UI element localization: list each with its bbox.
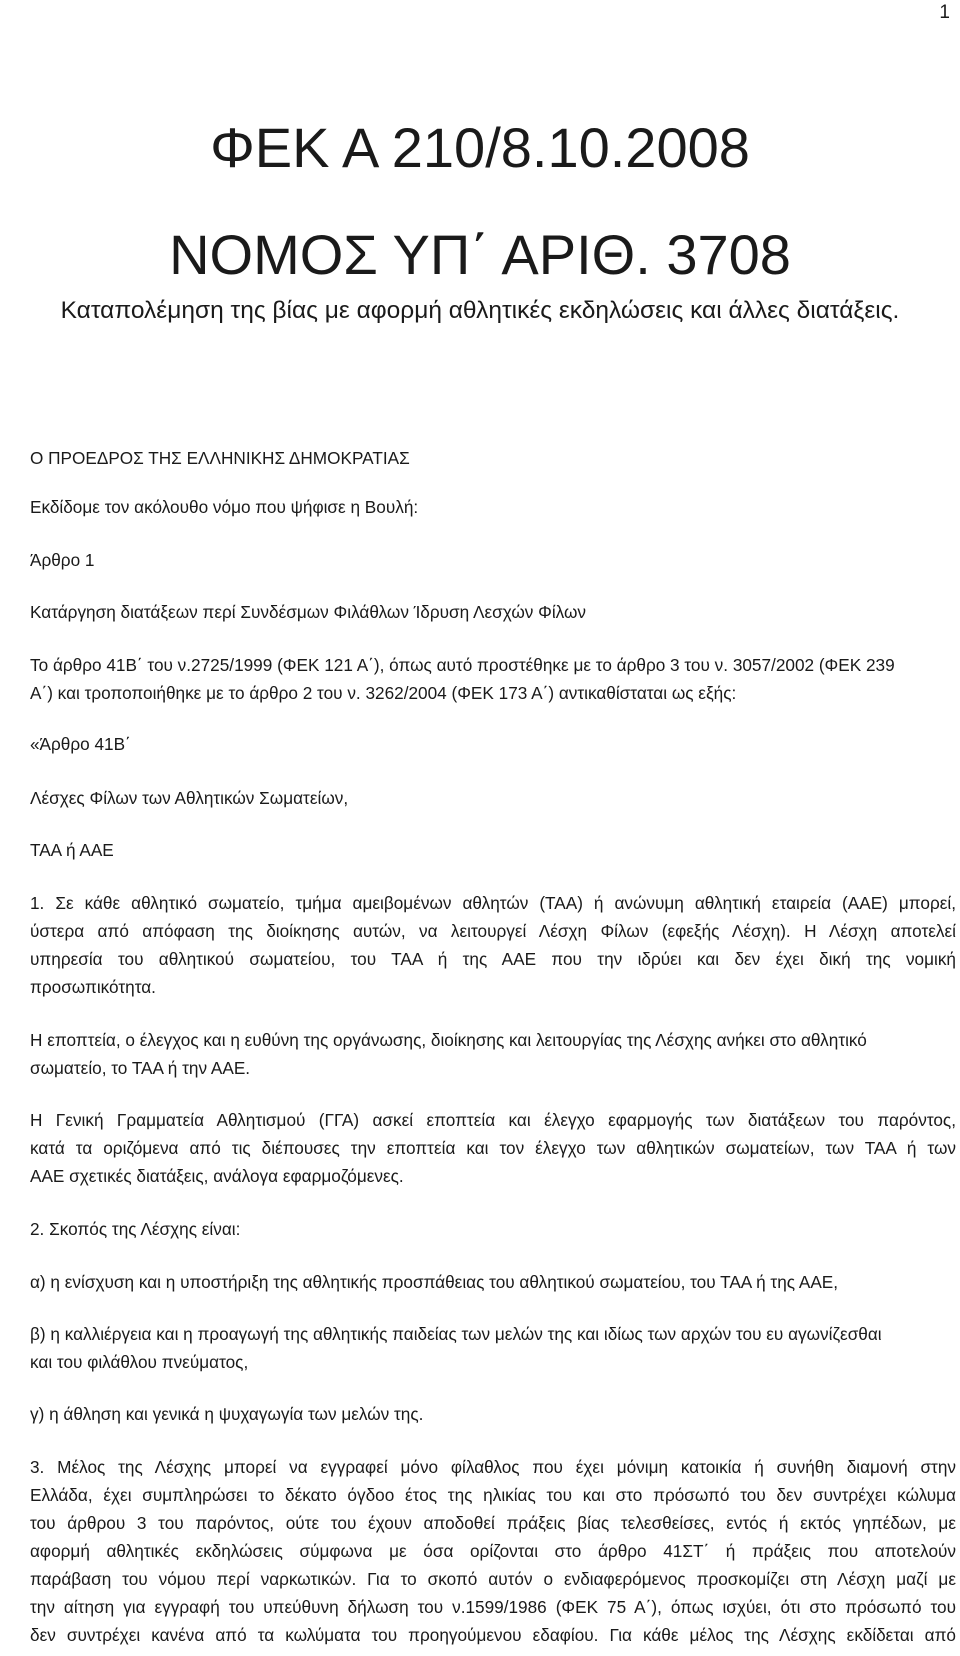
gazette-title: ΦΕΚ Α 210/8.10.2008 [210,116,750,179]
paragraph-line: Η εποπτεία, ο έλεγχος και η ευθύνη της οργάνωσης, διοίκησης και λειτουργίας της Λέσχης ανήκει στο αθλητικό [30,1030,867,1050]
paragraph-line: προσωπικότητα. [30,977,156,997]
paragraph-line: δεν συντρέχει κανένα από τα κωλύματα του προηγούμενου εδαφίου. Για κάθε μέλος της Λέσχης εκδίδεται από [30,1625,956,1645]
paragraph-line: Το άρθρο 41Β΄ του ν.2725/1999 (ΦΕΚ 121 Α΄), όπως αυτό προστέθηκε με το άρθρο 3 του ν. 3057/2002 (ΦΕΚ 239 [30,655,895,675]
purpose-item-b-cont: και του φιλάθλου πνεύματος, [30,1352,249,1372]
president-line: Ο ΠΡΟΕΔΡΟΣ ΤΗΣ ΕΛΛΗΝΙΚΗΣ ΔΗΜΟΚΡΑΤΙΑΣ [30,448,410,468]
enactment-line: Εκδίδομε τον ακόλουθο νόμο που ψήφισε η Βουλή: [30,497,419,517]
paragraph-line: 3. Μέλος της Λέσχης μπορεί να εγγραφεί μόνο φίλαθλος που έχει μόνιμη κατοικία ή συνήθη διαμονή στην [30,1457,956,1477]
purpose-item-b: β) η καλλιέργεια και η προαγωγή της αθλητικής παιδείας των μελών της και ιδίως των αρχών του ευ αγωνίζεσθαι [30,1324,882,1344]
paragraph-line: Α΄) και τροποποιήθηκε με το άρθρο 2 του ν. 3262/2004 (ΦΕΚ 173 Α΄) αντικαθίσταται ως εξής: [30,683,737,703]
purpose-item-c: γ) η άθληση και γενικά η ψυχαγωγία των μελών της. [30,1404,424,1424]
paragraph-line: ύστερα από απόφαση της διοίκησης αυτών, να λειτουργεί Λέσχη Φίλων (εφεξής Λέσχη). Η Λέσχη αποτελεί [30,921,956,941]
paragraph-line: σωματείο, το ΤΑΑ ή την ΑΑΕ. [30,1058,251,1078]
paragraph-line: παράβαση του νόμου περί ναρκωτικών. Για το σκοπό αυτόν ο ενδιαφερόμενος προσκομίζει στη Λέσχη μαζί με [30,1569,956,1589]
paragraph-line: 1. Σε κάθε αθλητικό σωματείο, τμήμα αμειβομένων αθλητών (ΤΑΑ) ή ανώνυμη αθλητική εταιρεία (ΑΑΕ) μπορεί, [30,893,956,913]
purpose-heading: 2. Σκοπός της Λέσχης είναι: [30,1219,241,1239]
section-title: Λέσχες Φίλων των Αθλητικών Σωματείων, [30,788,349,808]
paragraph-line: την αίτηση για εγγραφή του υπεύθυνη δήλωση του ν.1599/1986 (ΦΕΚ 75 Α΄), όπως ισχύει, ότι στο πρόσωπό του [30,1597,956,1617]
paragraph-line: ΑΑΕ σχετικές διατάξεις, ανάλογα εφαρμοζόμενες. [30,1166,404,1186]
section-subtitle: ΤΑΑ ή ΑΑΕ [30,840,114,860]
paragraph-line: του άρθρου 3 του παρόντος, ούτε του έχουν αποδοθεί πράξεις βίας τελεσθείσες, εντός ή εκτός γηπέδων, με [30,1513,956,1533]
paragraph-line: υπηρεσία του αθλητικού σωματείου, του ΤΑΑ ή της ΑΑΕ που την ιδρύει και δεν έχει δική της νομική [30,949,956,969]
paragraph-line: αφορμή αθλητικές εκδηλώσεις σύμφωνα με όσα ορίζονται στο άρθρο 41ΣΤ΄ ή πράξεις που αποτελούν [30,1541,956,1561]
purpose-item-a: α) η ενίσχυση και η υποστήριξη της αθλητικής προσπάθειας του αθλητικού σωματείου, του ΤΑΑ ή της ΑΑΕ, [30,1272,839,1292]
paragraph-line: κατά τα οριζόμενα από τις διέπουσες την εποπτεία και τον έλεγχο των αθλητικών σωματείων, των ΤΑΑ ή των [30,1138,956,1158]
law-title: ΝΟΜΟΣ ΥΠ΄ ΑΡΙΘ. 3708 [169,223,791,286]
paragraph-line: Η Γενική Γραμματεία Αθλητισμού (ΓΓΑ) ασκεί εποπτεία και έλεγχο εφαρμογής των διατάξεων του παρόντος, [30,1110,956,1130]
law-subtitle: Καταπολέμηση της βίας με αφορμή αθλητικές εκδηλώσεις και άλλες διατάξεις. [60,297,900,324]
article-41b-heading: «Άρθρο 41Β΄ [30,734,131,754]
article-title: Κατάργηση διατάξεων περί Συνδέσμων Φιλάθλων Ίδρυση Λεσχών Φίλων [30,602,586,622]
page-number: 1 [939,2,950,23]
paragraph-line: Ελλάδα, έχει συμπληρώσει το δέκατο όγδοο έτος της ηλικίας του και στο πρόσωπό του δεν συντρέχει κώλυμα [30,1485,956,1505]
article-heading: Άρθρο 1 [30,550,95,570]
